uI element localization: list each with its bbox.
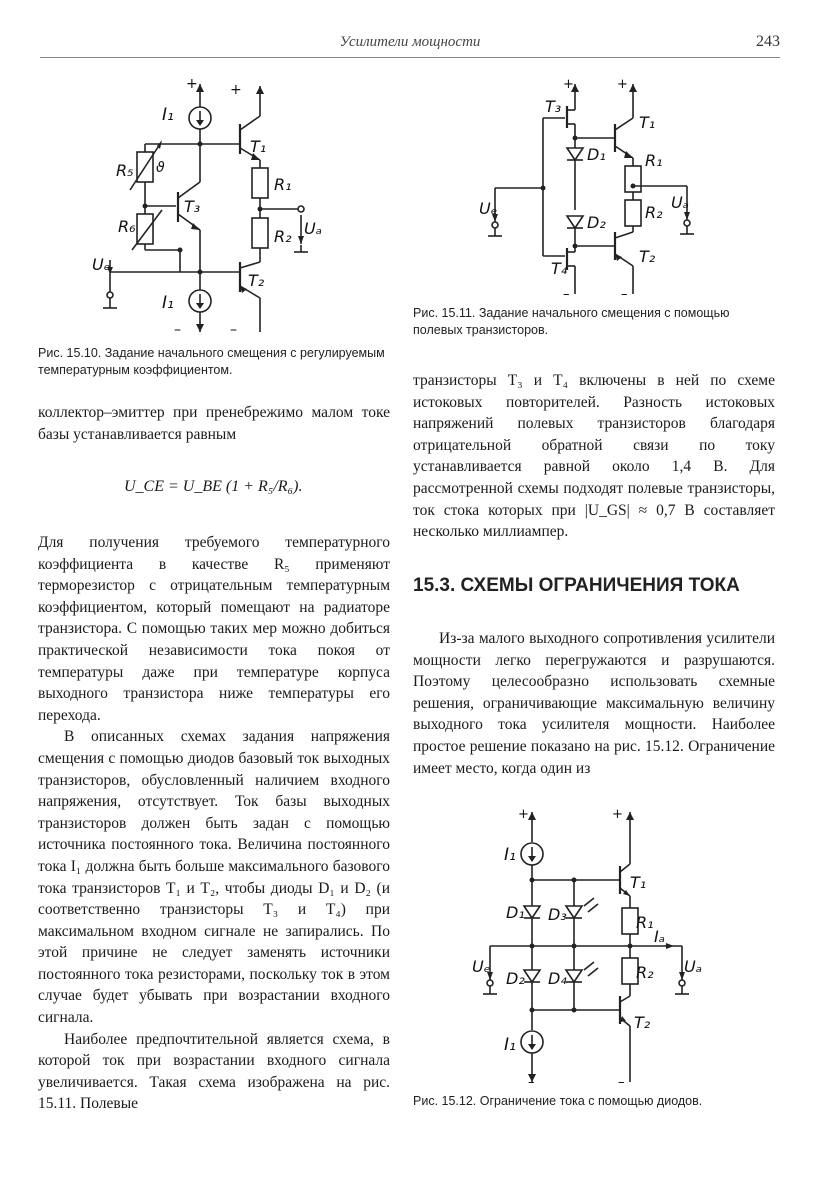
label-theta: ϑ [156,160,165,176]
formula-uce: U_CE = U_BE (1 + R₅/R₆). [124,478,303,495]
label-ua: Uₐ [304,219,322,238]
label-minus-1: – [174,322,181,338]
label-t3: T₃ [184,197,201,216]
right-column-text-2 [413,628,775,779]
label-ue: Uₑ [92,255,111,274]
label-ua: Uₐ [671,193,689,212]
label-plus-1: + [186,76,198,92]
figure-15-11-schematic [475,77,710,302]
paragraph: коллектор–эмиттер при пренебрежимо малом токе базы устанавливается равным [38,404,390,443]
figure-15-12-schematic [470,808,710,1088]
paragraph: Наиболее предпочтительной является схема, в которой ток при возрастании входного сигнала увеличивается. Такая схема изображена на рис. 15.11. Полевые [38,1030,390,1113]
label-t1: T₁ [639,113,656,132]
label-t1: T₁ [630,873,647,892]
label-r2: R₂ [274,227,292,246]
label-r1: R₁ [636,913,654,932]
label-r6: R₆ [118,217,136,236]
label-d1: D₁ [587,145,606,164]
label-plus-1: + [518,807,529,822]
label-r2: R₂ [645,203,663,222]
right-column-text-1 [413,370,775,543]
label-t2: T₂ [634,1013,651,1032]
label-d3: D₃ [548,905,567,924]
paragraph: В описанных схемах задания напряжения смещения с помощью диодов базовый ток выходных транзисторов, обусловленный наличием входного напряжения, отсутствует. Ток базы выходных транзисторов должен быть задан с помощью источника постоянного тока. Величина постоянного тока I₁ должна быть больше максимального базового тока транзисторов T₁ и T₂, чтобы диоды D₁ и D₂ (и соответственно транзисторы T₃ и T₄) при максимальном входном сигнале не запирались. По этой причине не следует заменять источники постоянного тока резисторами, поскольку ток в этом случае будет убывать при возрастании входного сигнала. [38,728,390,1027]
label-minus-2: – [230,322,237,338]
paragraph: Из-за малого выходного сопротивления усилители мощности легко перегружаются и разрушаются. Поэтому целесообразно использовать схемные решения, ограничивающие максимальную величину выходного тока усилителя мощности. Наиболее простое решение показано на рис. 15.12. Ограничение имеет место, когда один из [413,630,775,777]
section-heading: 15.3. СХЕМЫ ОГРАНИЧЕНИЯ ТОКА [413,575,740,596]
label-r1: R₁ [645,151,663,170]
label-minus-1: – [528,1075,535,1090]
label-ue: Uₑ [479,199,498,218]
label-plus-1: + [563,77,574,92]
label-r2: R₂ [636,963,654,982]
label-d2: D₂ [506,969,525,988]
label-t4: T₄ [551,259,568,278]
label-i1-top: I₁ [504,845,516,865]
paragraph: транзисторы T₃ и T₄ включены в ней по схеме истоковых повторителей. Разность истоковых напряжений полевых транзисторов благодаря отрицательной обратной связи по току устанавливается равной около 1,4 В. Для рассмотренной схемы подходят полевые транзисторы, ток стока которых при |U_GS| ≈ 0,7 В составляет несколько миллиампер. [413,372,775,541]
caption-fig-15-10: Рис. 15.10. Задание начального смещения с регулируемым температурным коэффициентом. [38,346,385,377]
caption-fig-15-12: Рис. 15.12. Ограничение тока с помощью диодов. [413,1094,703,1108]
label-minus-1: – [563,287,570,302]
label-plus-2: + [617,77,628,92]
label-minus-2: – [618,1075,625,1090]
label-d2: D₂ [587,213,606,232]
label-plus-2: + [612,807,623,822]
paragraph: Для получения требуемого температурного коэффициента в качестве R₅ применяют терморезистор с отрицательным температурным коэффициентом, который помещают на радиаторе транзистора. С помощью таких мер можно добиться практической независимости тока покоя от температуры даже при температуре корпуса выходного транзистора ниже температуры его перехода. [38,534,390,724]
label-minus-2: – [621,287,628,302]
label-ue: Uₑ [472,957,491,976]
caption-fig-15-11: Рис. 15.11. Задание начального смещения с помощью полевых транзисторов. [413,306,730,337]
label-r5: R₅ [116,161,134,180]
header-rule [40,57,780,58]
label-t1: T₁ [250,137,267,156]
figure-15-10-schematic [90,76,330,338]
label-i1-bot: I₁ [162,293,174,313]
label-t2: T₂ [248,271,265,290]
label-plus-2: + [230,82,242,98]
label-i1-top: I₁ [162,105,174,125]
page-number: 243 [756,33,780,50]
label-d4: D₄ [548,969,567,988]
left-column-text-1 [38,402,390,445]
label-ua: Uₐ [684,957,702,976]
label-i1-bot: I₁ [504,1035,516,1055]
label-t2: T₂ [639,247,656,266]
running-title: Усилители мощности [339,34,481,50]
page-header [40,32,780,54]
label-ia: Iₐ [654,927,665,946]
label-d1: D₁ [506,903,525,922]
label-t3: T₃ [545,97,562,116]
left-column-text-2 [38,532,390,1115]
label-r1: R₁ [274,175,292,194]
